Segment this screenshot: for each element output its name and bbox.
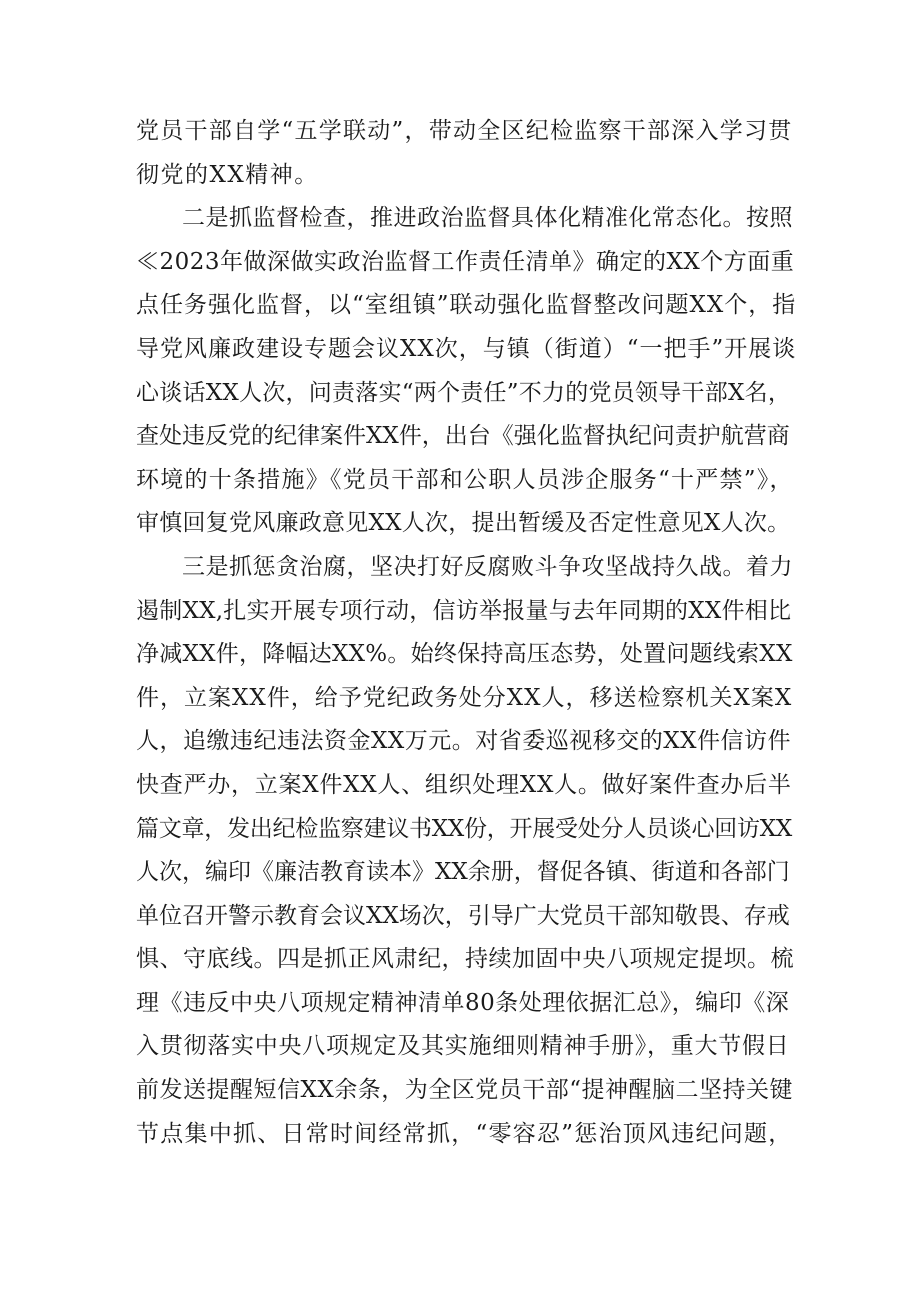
text-line: 心谈话XX人次，问责落实“两个责任”不力的党员领导干部X名， [136,379,792,406]
text-line: 人，追缴违纪违法资金XX万元。对省委巡视移交的XX件信访件 [136,728,791,755]
text-line: 净减XX件，降幅达XX%。始终保持高压态势，处置问题线索XX [136,641,793,668]
text-line: 节点集中抓、日常时间经常抓，“零容忍”惩治顶风违纪问题， [136,1120,793,1147]
text-line: 理《违反中央八项规定精神清单80条处理依据汇总》，编印《深 [136,989,790,1016]
text-line: 件，立案XX件，给予党纪政务处分XX人，移送检察机关X案X [136,684,793,711]
document-body [136,110,796,1156]
text-line: 彻党的XX精神。 [136,161,319,188]
text-line: 环境的十条措施》《党员干部和公职人员涉企服务“十严禁”》， [136,466,794,493]
text-line: 党员干部自学“五学联动”，带动全区纪检监察干部深入学习贯 [136,118,793,144]
text-line: 篇文章，发出纪检监察建议书XX份，开展受处分人员谈心回访XX [136,815,792,842]
paragraph-start-line: 三是抓惩贪治腐，坚决打好反腐败斗争攻坚战持久战。着力 [182,553,793,580]
text-line: ≪2023年做深做实政治监督工作责任清单》确定的XX个方面重 [136,248,795,275]
text-line: 导党风廉政建设专题会议XX次，与镇（街道）“一把手”开展谈 [136,335,797,362]
text-line: 单位召开警示教育会议XX场次，引导广大党员干部知敬畏、存戒 [136,902,790,929]
text-line: 查处违反党的纪律案件XX件，出台《强化监督执纪问责护航营商 [136,423,790,450]
text-line: 快查严办，立案X件XX人、组织处理XX人。做好案件查办后半 [136,771,792,798]
text-line: 点任务强化监督，以“室组镇”联动强化监督整改问题XX个，指 [136,292,797,319]
text-line: 入贯彻落实中央八项规定及其实施细则精神手册》，重大节假日 [136,1033,790,1060]
text-line: 遏制XX,扎实开展专项行动，信访举报量与去年同期的XX件相比 [136,597,792,624]
paragraph-start-line: 二是抓监督检查，推进政治监督具体化精准化常态化。按照 [182,205,793,232]
text-line: 审慎回复党风廉政意见XX人次，提出暂缓及否定性意见X人次。 [136,510,791,537]
text-line: 人次，编印《廉洁教育读本》XX余册，督促各镇、街道和各部门 [136,859,790,886]
text-line: 前发送提醒短信XX余条，为全区党员干部“提神醒脑二坚持关键 [136,1077,794,1104]
text-line: 惧、守底线。四是抓正风肃纪，持续加固中央八项规定提坝。梳 [136,946,794,973]
